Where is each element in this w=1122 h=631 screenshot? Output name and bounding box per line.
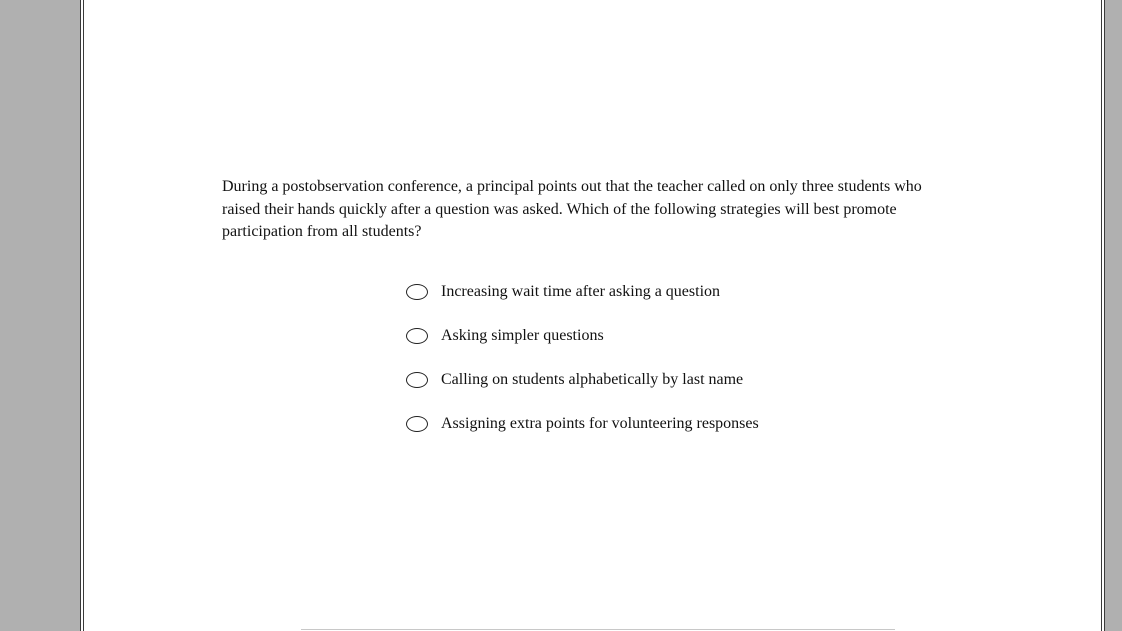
- answer-options: [406, 281, 759, 457]
- question-stem: During a postobservation conference, a principal points out that the teacher called on only three students who raised their hands quickly after a question was asked. Which of the following strategies will best promote participation from all students?: [222, 178, 922, 240]
- answer-option-label: Asking simpler questions: [441, 327, 604, 344]
- answer-option-b[interactable]: [406, 325, 759, 347]
- answer-option-d[interactable]: [406, 413, 759, 435]
- answer-option-a[interactable]: [406, 281, 759, 303]
- answer-option-label: Assigning extra points for volunteering responses: [441, 415, 759, 432]
- answer-option-c[interactable]: [406, 369, 759, 391]
- bottom-divider: [301, 629, 895, 630]
- radio-button-icon[interactable]: [406, 328, 428, 344]
- answer-option-label: Calling on students alphabetically by last name: [441, 371, 744, 388]
- radio-button-icon[interactable]: [406, 416, 428, 432]
- radio-button-icon[interactable]: [406, 372, 428, 388]
- answer-option-label: Increasing wait time after asking a question: [441, 283, 721, 300]
- radio-button-icon[interactable]: [406, 284, 428, 300]
- test-item-page: [80, 0, 1105, 631]
